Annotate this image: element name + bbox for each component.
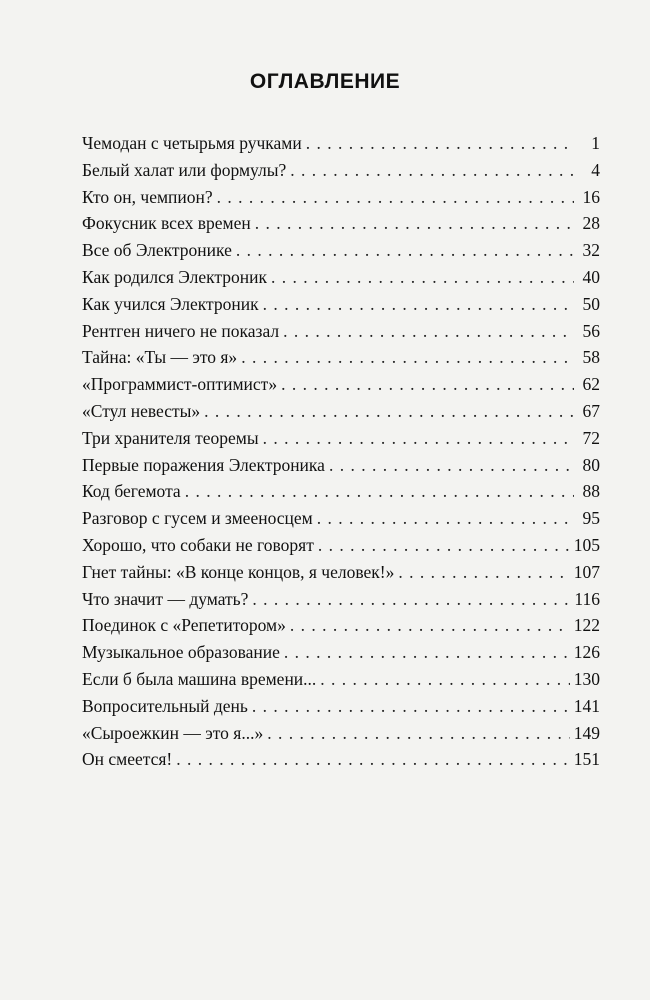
toc-entry-title: Тайна: «Ты — это я» [82, 347, 238, 368]
toc-entry-title: Фокусник всех времен [82, 213, 251, 234]
toc-entry-title: Как учился Электроник [82, 293, 259, 314]
toc-dot-leader [252, 693, 570, 720]
toc-dot-leader [267, 720, 570, 747]
toc-entry-title: Код бегемота [82, 481, 181, 502]
toc-entry-page-number: 122 [573, 615, 600, 636]
toc-entry-page-number: 105 [573, 534, 600, 555]
toc-entry-page-number: 151 [573, 749, 600, 770]
toc-entry-page-number: 16 [582, 186, 600, 207]
toc-entry-page-number: 126 [573, 642, 600, 663]
toc-dot-leader [317, 505, 574, 532]
toc-entry [82, 586, 600, 613]
toc-entry [82, 720, 600, 747]
toc-entry-title: Белый халат или формулы? [82, 159, 287, 180]
toc-dot-leader [236, 237, 574, 264]
toc-entry [82, 666, 600, 693]
toc-entry-page-number: 4 [591, 159, 600, 180]
toc-entry [82, 157, 600, 184]
toc-entry [82, 612, 600, 639]
toc-dot-leader [318, 532, 570, 559]
toc-entry-title: Чемодан с четырьмя ручками [82, 133, 302, 153]
toc-entry [82, 184, 600, 211]
toc-entry-page-number: 149 [573, 722, 600, 743]
toc-dot-leader [398, 559, 569, 586]
toc-entry-title: Хорошо, что собаки не говорят [82, 534, 314, 555]
toc-entry [82, 693, 600, 720]
toc-entry-page-number: 130 [573, 668, 600, 689]
toc-entry [82, 505, 600, 532]
toc-entry-title: Все об Электронике [82, 240, 232, 261]
toc-entry-page-number: 28 [582, 213, 600, 234]
toc-dot-leader [306, 130, 574, 157]
page-title: ОГЛАВЛЕНИЕ [249, 70, 401, 93]
toc-entry-page-number: 72 [582, 427, 600, 448]
toc-dot-leader [271, 264, 574, 291]
toc-entry [82, 237, 600, 264]
toc-entry-title: Если б была машина времени... [82, 668, 317, 689]
toc-entry-title: «Стул невесты» [82, 400, 201, 421]
toc-entry-page-number: 107 [573, 561, 600, 582]
toc-dot-leader [176, 746, 569, 773]
toc-entry [82, 746, 600, 773]
toc-entry-title: Он смеется! [82, 749, 173, 770]
toc-entry-page-number: 58 [582, 347, 600, 368]
toc-dot-leader [185, 478, 574, 505]
toc-entry [82, 478, 600, 505]
toc-dot-leader [283, 318, 574, 345]
toc-entry [82, 264, 600, 291]
toc-entry-title: Рентген ничего не показал [82, 320, 280, 341]
toc-entry-page-number: 80 [582, 454, 600, 475]
toc-entry [82, 532, 600, 559]
toc-dot-leader [217, 184, 574, 211]
toc-dot-leader [204, 398, 574, 425]
toc-entry-title: Первые поражения Электроника [82, 454, 325, 475]
toc-entry-title: Гнет тайны: «В конце концов, я человек!» [82, 561, 395, 582]
toc-entry [82, 559, 600, 586]
toc-entry-title: Как родился Электроник [82, 266, 267, 287]
toc-entry-title: «Программист-оптимист» [82, 374, 278, 395]
toc-entry-page-number: 1 [591, 133, 600, 153]
table-of-contents [82, 130, 600, 773]
toc-entry-title: «Сыроежкин — это я...» [82, 722, 264, 743]
toc-entry-page-number: 141 [573, 695, 600, 716]
toc-entry [82, 398, 600, 425]
toc-dot-leader [320, 666, 569, 693]
toc-entry [82, 130, 600, 157]
toc-entry [82, 452, 600, 479]
toc-entry-page-number: 116 [574, 588, 600, 609]
toc-entry-page-number: 40 [582, 266, 600, 287]
toc-dot-leader [284, 639, 570, 666]
toc-entry-title: Вопросительный день [82, 695, 248, 716]
toc-entry-title: Музыкальное образование [82, 642, 280, 663]
toc-entry-page-number: 88 [582, 481, 600, 502]
toc-dot-leader [252, 586, 570, 613]
toc-entry-title: Поединок с «Репетитором» [82, 615, 286, 636]
toc-entry [82, 371, 600, 398]
toc-dot-leader [329, 452, 574, 479]
toc-entry [82, 425, 600, 452]
toc-entry-page-number: 50 [582, 293, 600, 314]
toc-entry [82, 291, 600, 318]
toc-dot-leader [241, 344, 574, 371]
toc-dot-leader [263, 425, 574, 452]
toc-dot-leader [281, 371, 574, 398]
toc-entry [82, 639, 600, 666]
toc-entry-title: Три хранителя теоремы [82, 427, 259, 448]
toc-entry [82, 318, 600, 345]
toc-entry-title: Что значит — думать? [82, 588, 249, 609]
toc-entry-page-number: 62 [582, 374, 600, 395]
toc-dot-leader [255, 210, 574, 237]
toc-entry-title: Кто он, чемпион? [82, 186, 213, 207]
toc-dot-leader [290, 612, 570, 639]
toc-dot-leader [290, 157, 574, 184]
toc-dot-leader [263, 291, 574, 318]
toc-entry-page-number: 95 [582, 508, 600, 529]
toc-entry-page-number: 67 [582, 400, 600, 421]
toc-entry-title: Разговор с гусем и змееносцем [82, 508, 313, 529]
toc-entry-page-number: 56 [582, 320, 600, 341]
toc-entry-page-number: 32 [582, 240, 600, 261]
toc-entry [82, 210, 600, 237]
toc-entry [82, 344, 600, 371]
